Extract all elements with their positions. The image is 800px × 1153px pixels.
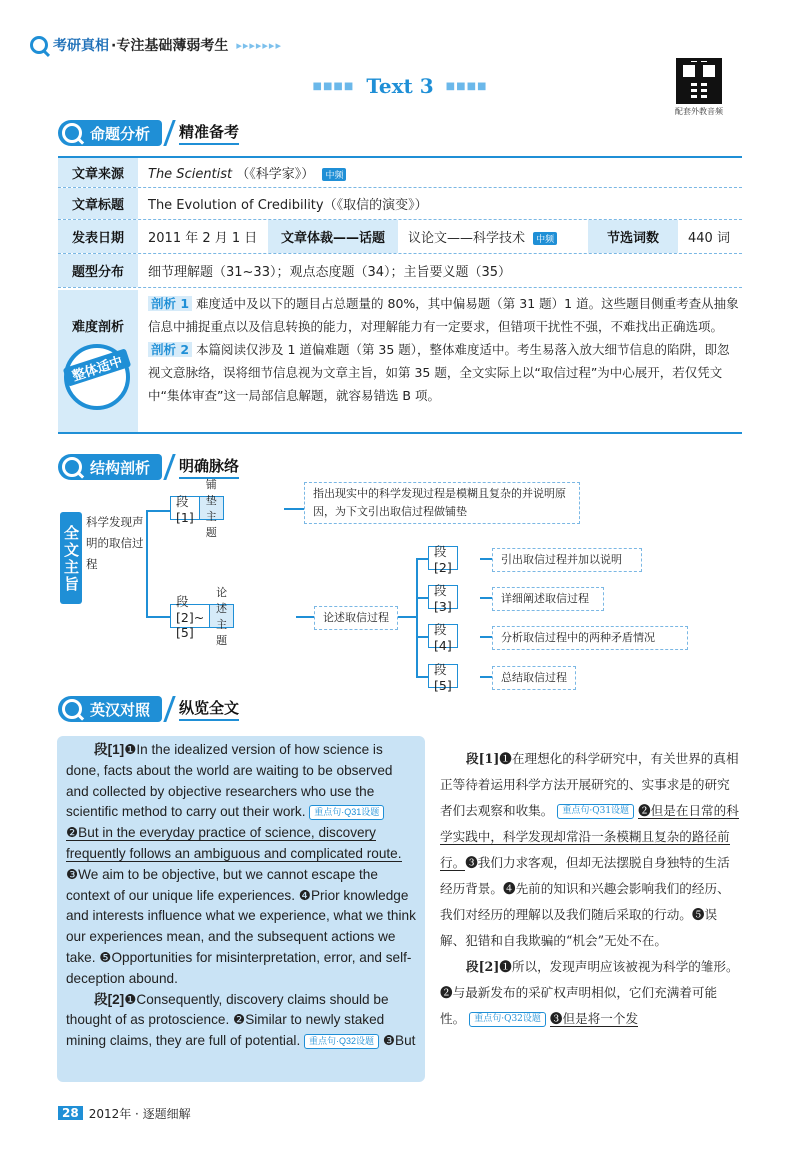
mindmap-theme: 科学发现声明的取信过程 [86,515,144,571]
magnifier-icon [62,699,82,719]
info-label: 节选词数 [588,220,678,253]
sentence-underlined: ❷但是在日常的科学实践中，科学发现却常沿一条模糊且复杂的路径前行。 [440,803,739,870]
sentence: ❶所以，发现声明应该被视为科学的雏形。 [499,959,739,974]
connector [146,510,148,618]
info-row-types [58,254,742,288]
node-label: 段 [1] [171,497,200,519]
divider [58,432,742,434]
mindmap-node-p1 [170,478,224,539]
section-structure-badge [58,454,162,480]
node-text: 论述主题 [216,586,228,647]
info-label: 文章标题 [58,188,138,219]
difficulty-label: 难度剖析 [71,320,124,335]
section-compare-header [58,694,239,724]
frequency-tag: 中频 [533,232,557,245]
key-sentence-flag[interactable]: 重点句·Q32设题 [469,1012,546,1027]
divider [163,696,175,722]
info-value: The Evolution of Credibility（《取信的演变》） [148,198,428,213]
node-label: 段 [5] [429,665,457,687]
info-row-title [58,188,742,220]
sentence: ❶在理想化的科学研究中，有关世界的真相正等待着运用科学方法开展研究的、实事求是的研究者们去观察和收集。 [440,751,739,818]
analysis-text: 本篇阅读仅涉及 1 道偏难题（第 35 题），整体难度适中。考生易落入放大细节信息的陷阱，即忽视文意脉络，误将细节信息视为文章主旨，如第 35 题，全文实际上以“取信过程”为中心展开，若仅凭文中“集体审查”这一局部信息解题，就容易错选 B 项。 [148,342,730,403]
info-row-source [58,158,742,188]
connector [416,676,428,678]
title-dots-left: ■■■■ [312,80,355,92]
sentence: ❸We aim to be objective, but we cannot escape the context of our unique life experiences. [66,866,378,903]
mindmap-node-p25 [170,586,234,647]
section-structure-title: 结构剖析 [90,458,151,477]
magnifier-icon [62,457,82,477]
sentence: ❶Consequently, discovery claims should be thought of as protoscience. [66,991,389,1028]
difficulty-analysis [138,292,742,407]
info-table [58,156,742,288]
info-label: 文章体裁——话题 [268,220,398,253]
sentence: ❸But [382,1033,416,1049]
mindmap-node-p3 [428,582,458,614]
key-sentence-flag[interactable]: 重点句·Q31设题 [557,804,634,819]
divider [163,120,175,146]
sentence-underlined: ❷But in the everyday practice of science, discovery frequently follows an ambiguous and complicated route. [66,825,402,861]
sentence: ❶In the idealized version of how science is done, facts about the world are waiting to be observed and collected by objective researchers who use the scientific method to carry out their work. [66,742,393,820]
section-analysis-subtitle: 精准备考 [179,121,239,145]
node-label: 段 [2] [429,547,457,569]
sentence: ❺Opportunities for misinterpretation, error, and self-deception abound. [66,949,412,986]
title-dots-right: ■■■■ [445,80,488,92]
analysis-key: 剖析 2 [148,342,192,357]
info-value [398,227,588,246]
section-compare-subtitle: 纵览全文 [179,697,239,721]
footer-text: 2012年 · 逐题细解 [88,1106,191,1121]
connector [296,616,314,618]
section-structure-subtitle: 明确脉络 [179,455,239,479]
source-title: The Scientist [148,167,233,182]
qr-code-icon[interactable] [676,58,722,104]
analysis-key: 剖析 1 [148,296,192,311]
paragraph-number: 段[2] [94,991,125,1007]
info-value: 440 词 [688,231,730,246]
qr-label: 配套外教音频 [675,107,723,116]
section-analysis-title: 命题分析 [90,124,151,143]
brand-name: 考研真相 [53,38,109,54]
connector [146,616,170,618]
connector [146,510,170,512]
connector [480,676,492,678]
mindmap-node-p5 [428,661,458,693]
info-label: 发表日期 [58,220,138,253]
page-footer [58,1104,191,1122]
page-title: Text 3 [366,74,434,98]
connector [284,508,304,510]
connector [416,558,418,676]
analysis-2 [138,338,742,407]
section-analysis-header [58,118,239,148]
magnifier-icon [62,123,82,143]
section-analysis-badge [58,120,162,146]
mindmap-note-p5: 总结取信过程 [492,666,576,690]
info-row-date [58,220,742,254]
connector [480,597,492,599]
source-cn: （《科学家》） [236,167,315,182]
section-compare-badge [58,696,162,722]
frequency-tag: 中频 [322,168,346,181]
mindmap-note-p1: 指出现实中的科学发现过程是模糊且复杂的并说明原因，为下文引出取信过程做铺垫 [304,482,580,524]
node-label: 段 [4] [429,625,457,647]
paragraph-number: 段[1] [466,751,500,766]
difficulty-stamp: 整体适中 [63,348,132,386]
key-sentence-flag[interactable]: 重点句·Q31设题 [309,805,384,820]
sentence: ❷Similar to newly staked mining claims, they are full of potential. [66,1012,385,1049]
sentence: ❸我们力求客观，但却无法摆脱自身独特的生活经历背景。 [440,855,730,896]
genre-value: 议论文——科学技术 [408,231,526,246]
sentence-underlined: ❸但是将一个发 [549,1011,639,1026]
analysis-text: 难度适中及以下的题目占总题量的 80%，其中偏易题（第 31 题）1 道。这些题目侧重考查从抽象信息中捕捉重点以及信息转换的能力，对理解能力有一定要求，但错项干扰性不强，不难找出正确选项。 [148,296,739,334]
mindmap-note-p2: 引出取信过程并加以说明 [492,548,642,572]
info-value [138,163,356,182]
key-sentence-flag[interactable]: 重点句·Q32设题 [304,1034,379,1049]
brand-header [30,34,282,56]
divider [163,454,175,480]
connector [398,616,416,618]
sentence: ❹Prior knowledge and interests influence what we experience, what we think our experiences mean, and the subsequent actions we take. [66,887,416,965]
page-number: 28 [58,1106,83,1120]
brand-tagline: ·专注基础薄弱考生 [111,38,229,54]
mindmap-node-p4 [428,621,458,653]
paragraph-number: 段[2] [466,959,500,974]
mindmap-node-p2 [428,543,458,575]
chinese-text [440,746,740,1032]
node-text: 铺垫主题 [205,478,217,539]
node-label: 段 [2]~[5] [171,605,210,627]
mindmap-note-p25: 论述取信过程 [314,606,398,630]
sentence: ❷与最新发布的采矿权声明相似，它们充满着可能性。 [440,985,718,1026]
brand-arrows: ▸▸▸▸▸▸▸ [236,38,282,52]
paragraph-number: 段[1] [94,742,125,757]
sentence: ❺误解、犯错和自我欺骗的“机会”无处不在。 [440,907,718,948]
info-label: 文章来源 [58,158,138,187]
sentence: ❹先前的知识和兴趣会影响我们的经历、我们对经历的理解以及我们随后采取的行动。 [440,881,730,922]
connector [416,636,428,638]
connector [416,558,428,560]
section-compare-title: 英汉对照 [90,700,151,719]
node-label: 段 [3] [429,586,457,608]
connector [480,636,492,638]
info-label: 题型分布 [58,254,138,287]
page-title-row [300,74,500,98]
mindmap-note-p4: 分析取信过程中的两种矛盾情况 [492,626,688,650]
connector [480,558,492,560]
brand-magnifier-icon [30,36,48,54]
info-value: 细节理解题（31~33）；观点态度题（34）；主旨要义题（35） [148,265,512,280]
connector [416,597,428,599]
mindmap-main: 全文主旨 [60,512,82,604]
info-value: 2011 年 2 月 1 日 [148,231,258,246]
mindmap-note-p3: 详细阐述取信过程 [492,587,604,611]
analysis-1 [138,292,742,338]
english-text [66,740,416,1052]
